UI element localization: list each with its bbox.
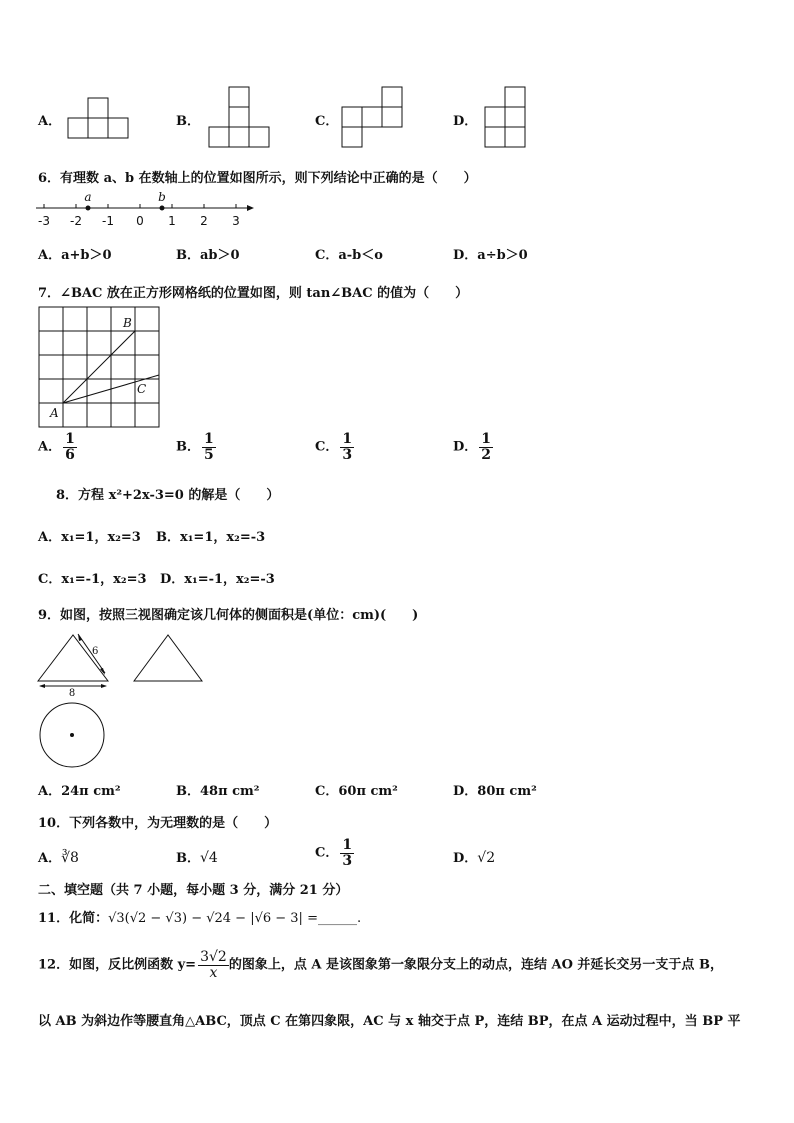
q8-option-c: C．x₁=-1，x₂=3: [38, 572, 147, 587]
q7-option-b: B． $\frac{1}{5}$: [176, 431, 214, 463]
label-a: A: [50, 406, 59, 420]
tick-label: 2: [200, 214, 208, 228]
q6-option-d: D．a÷b＞0: [453, 248, 528, 263]
step-net-icon: [342, 87, 402, 147]
q7-option-c: C． $\frac{1}{3}$: [315, 431, 353, 463]
q5-option-c-label: C．: [315, 114, 339, 129]
tick-label: 3: [232, 214, 240, 228]
label-c: C: [137, 382, 147, 396]
slant-label: 6: [92, 646, 99, 657]
q6-option-c: C．a-b＜o: [315, 248, 383, 263]
number-line-figure: [36, 190, 258, 230]
point-b-dot: [160, 206, 165, 211]
q10-option-c: C． $\frac{1}{3}$: [315, 837, 353, 869]
q10-option-a: A．∛8: [38, 850, 79, 866]
q8-option-b: B．x₁=1，x₂=-3: [156, 530, 266, 545]
q9-option-b: B．48π cm²: [176, 784, 260, 799]
point-a-label: a: [84, 190, 92, 204]
q8-option-a: A．x₁=1，x₂=3: [38, 530, 141, 545]
q10-stem: 10．下列各数中，为无理数的是（ ）: [38, 816, 278, 831]
q5-option-d-label: D．: [453, 114, 478, 129]
point-a-dot: [86, 206, 91, 211]
q9-stem: 9．如图，按照三视图确定该几何体的侧面积是(单位：cm)( ): [38, 608, 419, 623]
q6-option-a: A．a+b＞0: [38, 248, 112, 263]
answer-blank[interactable]: ______.: [317, 911, 362, 926]
q5-option-b-label: B．: [176, 114, 200, 129]
section-heading: 二、填空题（共 7 小题，每小题 3 分，满分 21 分）: [38, 883, 349, 898]
q12-line2: 以 AB 为斜边作等腰直角△ABC，顶点 C 在第四象限，AC 与 x 轴交于点 P，连结 BP，在点 A 运动过程中，当 BP 平: [38, 1014, 741, 1029]
column-net-icon: [485, 87, 525, 147]
q10-option-d: D．√2: [453, 850, 496, 866]
q6-option-b: B．ab＞0: [176, 248, 240, 263]
q9-option-a: A．24π cm²: [38, 784, 121, 799]
tick-label: -1: [102, 214, 114, 228]
base-label: 8: [68, 688, 76, 699]
front-view-triangle: [38, 635, 108, 681]
tick-label: -2: [70, 214, 82, 228]
q7-option-a: A． $\frac{1}{6}$: [38, 431, 75, 463]
q8-stem: 8．方程 x²+2x-3=0 的解是（ ）: [56, 488, 280, 503]
q7-option-d: D． $\frac{1}{2}$: [453, 431, 492, 463]
tick-label: 0: [136, 214, 144, 228]
side-view-triangle: [134, 635, 202, 681]
cross-net-icon: [209, 87, 269, 147]
tick-label: 1: [168, 214, 176, 228]
q9-option-c: C．60π cm²: [315, 784, 398, 799]
q5-option-a-label: A．: [38, 114, 62, 129]
q6-stem: 6．有理数 a、b 在数轴上的位置如图所示，则下列结论中正确的是（ ）: [38, 171, 477, 186]
q8-option-d: D．x₁=-1，x₂=-3: [160, 572, 275, 587]
three-view-figure: [36, 633, 206, 773]
q10-option-b: B．√4: [176, 850, 218, 866]
q7-stem: 7．∠BAC 放在正方形网格纸的位置如图，则 tan∠BAC 的值为（ ）: [38, 286, 469, 301]
label-b: B: [123, 316, 132, 330]
point-b-label: b: [158, 190, 166, 204]
q12-line1: 12．如图，反比例函数 y= $\frac{3√2}{x}$ 的图象上，点 A 是该图象第一象限分支上的动点，连结 AO 并延长交另一支于点 B，: [38, 949, 723, 981]
q11: 11．化简：√3(√2 − √3) − √24 − |√6 − 3| =______.: [38, 911, 362, 926]
tick-label: -3: [38, 214, 50, 228]
t-shape-net-icon: [68, 98, 128, 138]
q9-option-d: D．80π cm²: [453, 784, 537, 799]
grid-angle-figure: [39, 307, 161, 429]
